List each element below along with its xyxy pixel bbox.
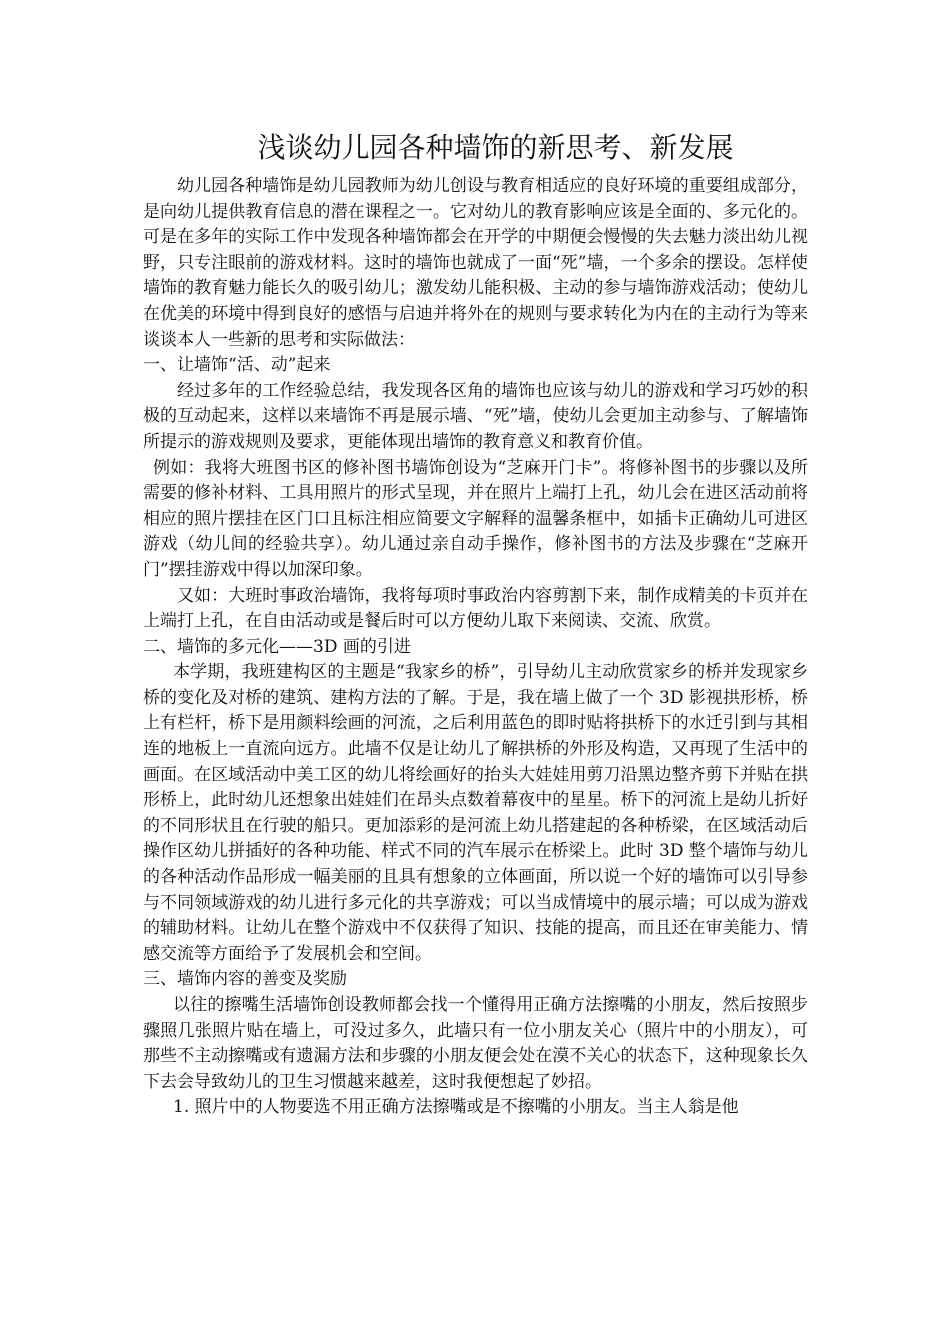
document-page: [143, 128, 808, 1121]
section-1-paragraph-1: 经过多年的工作经验总结，我发现各区角的墙饰也应该与幼儿的游戏和学习巧妙的积极的互动起来，这样以来墙饰不再是展示墙、“死”墙，使幼儿会更加主动参与、了解墙饰所提示的游戏规则及要求，更能体现出墙饰的教育意义和教育价值。: [143, 380, 808, 452]
intro-paragraph: 幼儿园各种墙饰是幼儿园教师为幼儿创设与教育相适应的良好环境的重要组成部分，是向幼儿提供教育信息的潜在课程之一。它对幼儿的教育影响应该是全面的、多元化的。可是在多年的实际工作中发现各种墙饰都会在开学的中期便会慢慢的失去魅力淡出幼儿视野，只专注眼前的游戏材料。这时的墙饰也就成了一面“死”墙，一个多余的摆设。怎样使墙饰的教育魅力能长久的吸引幼儿；激发幼儿能积极、主动的参与墙饰游戏活动；使幼儿在优美的环境中得到良好的感悟与启迪并将外在的规则与要求转化为内在的主动行为等来谈谈本人一些新的思考和实际做法：: [143, 176, 808, 350]
section-3-heading: 三、墙饰内容的善变及奖励: [143, 969, 347, 990]
section-3-paragraph-2: 1. 照片中的人物要选不用正确方法擦嘴或是不擦嘴的小朋友。当主人翁是他: [173, 1097, 739, 1118]
section-2-paragraph-1: 本学期，我班建构区的主题是“我家乡的桥”，引导幼儿主动欣赏家乡的桥并发现家乡桥的变化及对桥的建筑、建构方法的了解。于是，我在墙上做了一个 3D 影视拱形桥，桥上有栏杆，桥下是用颜料绘画的河流，之后利用蓝色的即时贴将拱桥下的水迁引到与其相连的地板上一直流向远方。此墙不仅是让幼儿了解拱桥的外形及构造，又再现了生活中的画面。在区域活动中美工区的幼儿将绘画好的抬头大娃娃用剪刀沿黑边整齐剪下并贴在拱形桥上，此时幼儿还想象出娃娃们在昂头点数着幕夜中的星星。桥下的河流上是幼儿折好的不同形状且在行驶的船只。更加添彩的是河流上幼儿搭建起的各种桥梁，在区域活动后操作区幼儿拼插好的各种功能、样式不同的汽车展示在桥梁上。此时 3D 整个墙饰与幼儿的各种活动作品形成一幅美丽的且具有想象的立体画面，所以说一个好的墙饰可以引导参与不同领域游戏的幼儿进行多元化的共享游戏；可以当成情境中的展示墙；可以成为游戏的辅助材料。让幼儿在整个游戏中不仅获得了知识、技能的提高，而且还在审美能力、情感交流等方面给予了发展机会和空间。: [143, 662, 808, 964]
page-title: 浅谈幼儿园各种墙饰的新思考、新发展: [257, 131, 734, 164]
section-1-paragraph-2: 例如：我将大班图书区的修补图书墙饰创设为“芝麻开门卡”。将修补图书的步骤以及所需要的修补材料、工具用照片的形式呈现，并在照片上端打上孔，幼儿会在进区活动前将相应的照片摆挂在区门口且标注相应简要文字解释的温馨条框中，如插卡正确幼儿可进区游戏（幼儿间的经验共享）。幼儿通过亲自动手操作，修补图书的方法及步骤在“芝麻开门”摆挂游戏中得以加深印象。: [143, 457, 808, 580]
section-1-heading: 一、让墙饰“活、动”起来: [143, 355, 331, 376]
section-3-paragraph-1: 以往的擦嘴生活墙饰创设教师都会找一个懂得用正确方法擦嘴的小朋友，然后按照步骤照几张照片贴在墙上，可没过多久，此墙只有一位小朋友关心（照片中的小朋友），可那些不主动擦嘴或有遗漏方法和步骤的小朋友便会处在漠不关心的状态下，这种现象长久下去会导致幼儿的卫生习惯越来越差，这时我便想起了妙招。: [143, 995, 808, 1092]
section-1-paragraph-3: 又如：大班时事政治墙饰，我将每项时事政治内容剪割下来，制作成精美的卡页并在上端打上孔，在自由活动或是餐后时可以方便幼儿取下来阅读、交流、欣赏。: [143, 585, 808, 632]
section-2-heading: 二、墙饰的多元化——3D 画的引进: [143, 636, 411, 657]
